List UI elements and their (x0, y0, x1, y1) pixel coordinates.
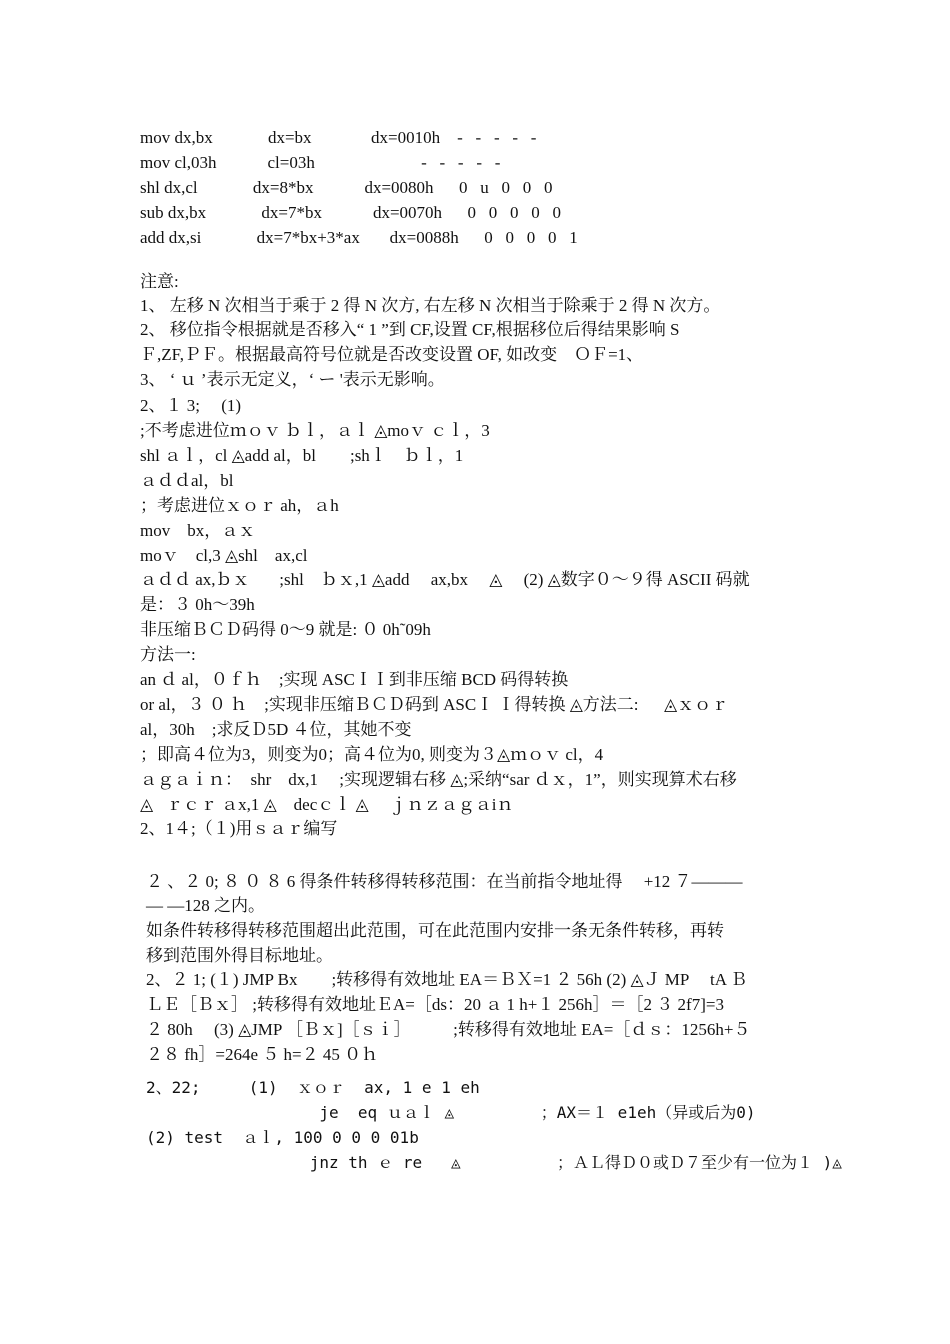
text-line: ；即高４位为3，则变为0；高４位为0, 则变为３◬ｍｏｖ cl，4 (140, 745, 604, 764)
text-line: ａｄｄal，bl (140, 471, 234, 490)
text-line: ２８ fh］=264e ５ h=２ 45 ０ｈ (146, 1045, 379, 1064)
code-line: shl dx,cl dx=8*bx dx=0080h 0 u 0 0 0 (140, 178, 553, 197)
text-line: ａｇａｉｎ： shr dx,1 ;实现逻辑右移 ◬;采纳“sar ｄｘ，1”，则实现算术右移 (140, 770, 737, 789)
text-line: ＬＥ［Ｂｘ］ ;转移得有效地址ＥA=［ds：20 ａ 1 h+１ 256h］＝［2 ３ 2f7]=3 (146, 995, 724, 1014)
code-line: (2) test ａｌ, 100 0 0 0 01b (146, 1128, 419, 1147)
text-line: 如条件转移得转移范围超出此范围，可在此范围内安排一条无条件转移，再转 (146, 921, 724, 940)
text-line: ２ 、２ 0; ８ ０ ８ 6 得条件转移得转移范围：在当前指令地址得 +12 ７——— (146, 872, 743, 891)
text-line: al，30h ;求反Ｄ5D ４位，其她不变 (140, 720, 412, 739)
note-line: Ｆ,ZF,ＰＦ。根据最高符号位就是否改变设置 OF, 如改变 ＯＦ=1、 (140, 345, 644, 364)
notes-heading: 注意: (140, 272, 179, 291)
text-line: 2、１ 3; (1) (140, 396, 242, 415)
text-line: 移到范围外得目标地址。 (146, 946, 333, 965)
note-line: 3、 ‘ ｕ ’表示无定义，‘ ー '表示无影响。 (140, 370, 445, 389)
text-line: ◬ ｒｃｒ ａx,1 ◬ decｃｌ ◬ ｊｎｚａｇａiｎ (140, 795, 514, 814)
text-line: 方法一: (140, 645, 196, 664)
text-line: 2、２ 1; (１) JMP Bx ;转移得有效地址 EA＝ＢＸ=1 ２ 56h (2) ◬Ｊ MP tA Ｂ (146, 970, 748, 989)
note-line: 2、 移位指令根据就是否移入“ 1 ”到 CF,设置 CF,根据移位后得结果影响 S (140, 320, 680, 339)
text-line: ；考虑进位ｘｏｒ ah，ａh (140, 496, 339, 515)
text-line: ２ 80h (3) ◬JMP ［Ｂｘ]［ｓｉ］ ;转移得有效地址 EA=［ｄｓ：1256h+５ (146, 1020, 751, 1039)
code-line: mov dx,bx dx=bx dx=0010h - - - - - (140, 128, 537, 147)
text-line: an ｄ al，０ｆｈ ;实现 ASCＩＩ到非压缩 BCD 码得转换 (140, 670, 569, 689)
code-line: jnz th ｅ re ◬ ；ＡＬ得Ｄ０或Ｄ７至少有一位为１ )◬ (146, 1153, 842, 1172)
text-line: 2、1４;（１)用ｓａｒ编写 (140, 819, 338, 838)
code-line: add dx,si dx=7*bx+3*ax dx=0088h 0 0 0 0 1 (140, 228, 578, 247)
text-line: 非压缩ＢＣＤ码得 0～9 就是: ０ 0h˜09h (140, 620, 431, 639)
note-line: 1、 左移 N 次相当于乘于 2 得 N 次方, 右左移 N 次相当于除乘于 2 得 N 次方。 (140, 296, 721, 315)
text-line: ;不考虑进位ｍｏｖ ｂｌ，ａｌ ◬moｖ ｃｌ，3 (140, 421, 490, 440)
text-line: ａｄｄ ax,ｂｘ ;shl ｂｘ,1 ◬add ax,bx ◬ (2) ◬数字０～９得 ASCII 码就 (140, 570, 750, 589)
text-line: 是：３ 0h～39h (140, 595, 255, 614)
text-line: — —128 之内。 (146, 896, 265, 915)
text-line: shl ａｌ，cl ◬add al，bl ;shｌ ｂｌ，1 (140, 446, 464, 465)
text-line: or al，３ ０ ｈ ;实现非压缩ＢＣＤ码到 ASCＩ Ｉ得转换 ◬方法二: ◬ｘｏｒ (140, 695, 729, 714)
code-line: mov cl,03h cl=03h - - - - - (140, 153, 501, 172)
text-line: moｖ cl,3 ◬shl ax,cl (140, 546, 308, 565)
code-line: sub dx,bx dx=7*bx dx=0070h 0 0 0 0 0 (140, 203, 562, 222)
text-line: mov bx，ａｘ (140, 521, 256, 540)
code-line: je eq ｕａｌ ◬ ；AX＝１ e1eh（异或后为0) (146, 1103, 756, 1122)
code-line: 2、22; (1) ｘｏｒ ax, 1 e 1 eh (146, 1078, 480, 1097)
